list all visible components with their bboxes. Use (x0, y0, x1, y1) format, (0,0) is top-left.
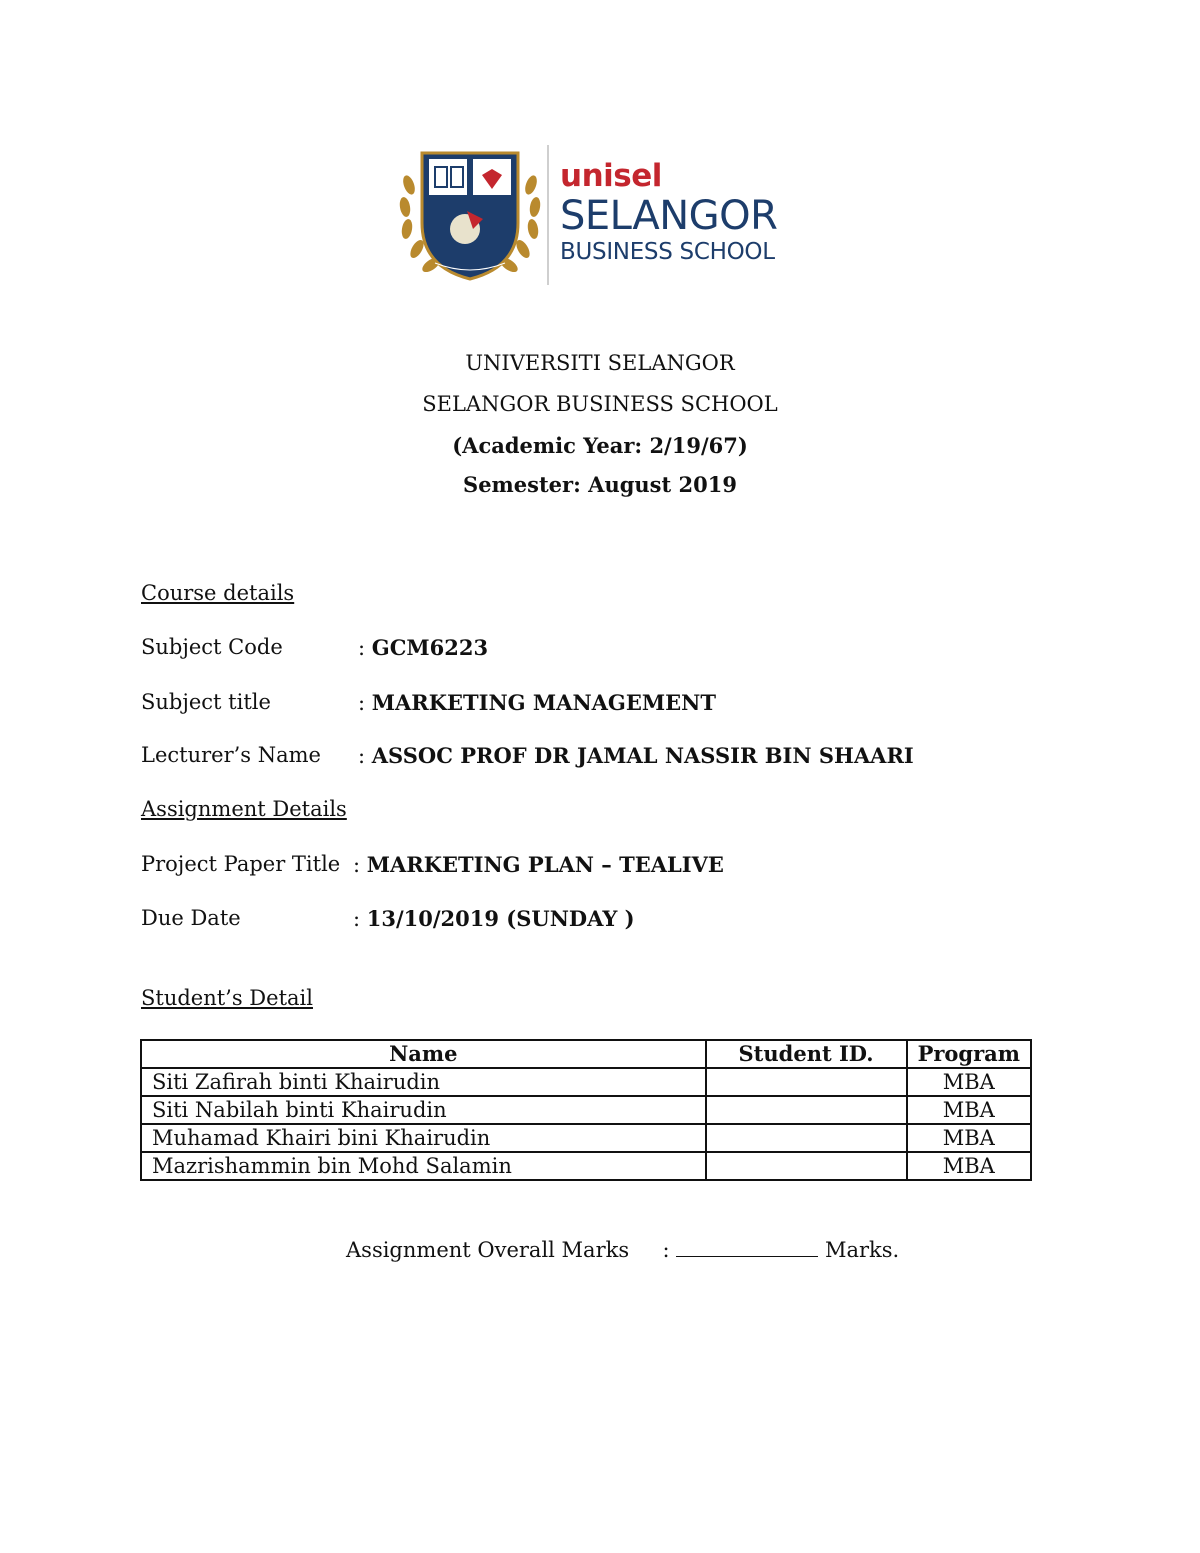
student-id (706, 1068, 907, 1096)
overall-marks-label: Assignment Overall Marks (346, 1238, 630, 1262)
assignment-details-heading: Assignment Details (141, 797, 347, 821)
table-row (141, 1096, 1031, 1124)
brand-unisel: unisel (560, 158, 662, 194)
brand-business-school: BUSINESS SCHOOL (560, 239, 775, 265)
student-name: Siti Zafirah binti Khairudin (141, 1068, 706, 1096)
column-header-program: Program (907, 1040, 1031, 1068)
overall-marks-suffix: Marks. (824, 1238, 900, 1262)
lecturer-label: Lecturer’s Name (141, 743, 321, 767)
overall-marks-colon: : (662, 1238, 670, 1262)
lecturer-value: : ASSOC PROF DR JAMAL NASSIR BIN SHAARI (358, 743, 914, 768)
logo-divider (547, 145, 549, 285)
brand-logo (560, 158, 777, 266)
student-program: MBA (907, 1152, 1031, 1180)
table-row (141, 1124, 1031, 1152)
column-header-student-id: Student ID. (706, 1040, 907, 1068)
subject-title-value: : MARKETING MANAGEMENT (358, 690, 716, 715)
project-title-label: Project Paper Title (141, 852, 341, 876)
semester: Semester: August 2019 (463, 472, 737, 497)
student-id (706, 1152, 907, 1180)
subject-code-label: Subject Code (141, 635, 283, 659)
column-header-name: Name (141, 1040, 706, 1068)
due-date-value: : 13/10/2019 (SUNDAY ) (353, 906, 635, 931)
student-name: Muhamad Khairi bini Khairudin (141, 1124, 706, 1152)
due-date-label: Due Date (141, 906, 241, 930)
university-name: UNIVERSITI SELANGOR (465, 351, 735, 375)
school-name: SELANGOR BUSINESS SCHOOL (422, 392, 778, 416)
student-name: Mazrishammin bin Mohd Salamin (141, 1152, 706, 1180)
table-row (141, 1068, 1031, 1096)
student-name: Siti Nabilah binti Khairudin (141, 1096, 706, 1124)
marks-blank-field (676, 1236, 818, 1257)
student-program: MBA (907, 1124, 1031, 1152)
subject-code-value: : GCM6223 (358, 635, 489, 660)
subject-title-label: Subject title (141, 690, 271, 714)
overall-marks-line (346, 1236, 899, 1262)
table-row (141, 1152, 1031, 1180)
table-header-row (141, 1040, 1031, 1068)
student-program: MBA (907, 1096, 1031, 1124)
student-id (706, 1124, 907, 1152)
student-program: MBA (907, 1068, 1031, 1096)
project-title-value: : MARKETING PLAN – TEALIVE (353, 852, 724, 877)
academic-year: (Academic Year: 2/19/67) (452, 433, 748, 458)
student-table (140, 1039, 1032, 1181)
course-details-heading: Course details (141, 581, 295, 605)
student-id (706, 1096, 907, 1124)
student-detail-heading: Student’s Detail (141, 986, 313, 1010)
brand-selangor: SELANGOR (560, 193, 778, 239)
